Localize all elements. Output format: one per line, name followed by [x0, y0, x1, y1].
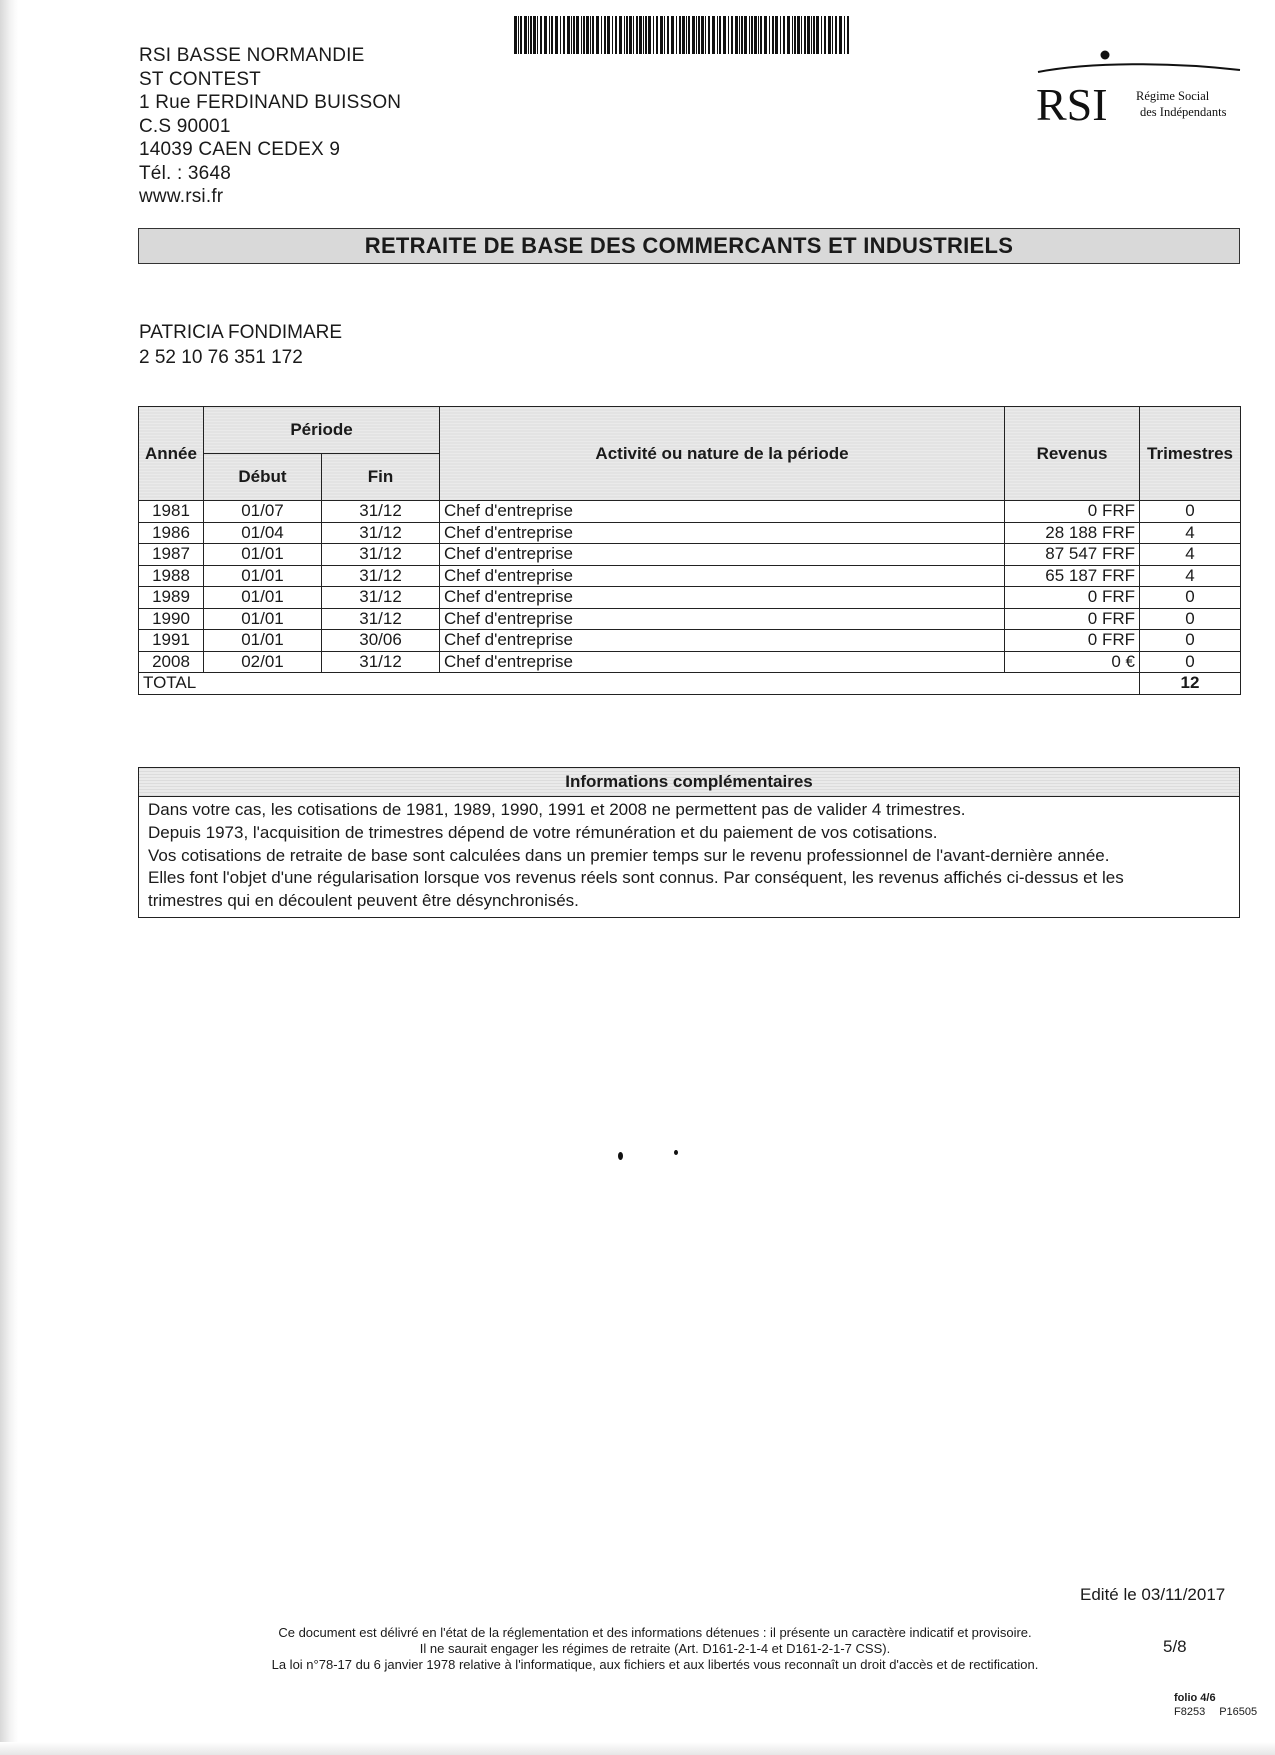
- barcode-bar: [698, 16, 700, 54]
- barcode-bar: [821, 16, 822, 54]
- logo-mark: RSI: [1036, 79, 1108, 130]
- barcode-bar: [682, 16, 685, 54]
- barcode-bar: [832, 16, 833, 54]
- cell-debut: 01/01: [204, 587, 322, 609]
- info-body: [139, 797, 1239, 917]
- barcode-bar: [835, 16, 837, 54]
- sender-address-line: ST CONTEST: [139, 68, 261, 90]
- cell-debut: 01/01: [204, 565, 322, 587]
- barcode-bar: [679, 16, 681, 54]
- footer-line: Ce document est délivré en l'état de la réglementation et des informations détenues : il présente un caractère indicatif et provisoire.: [278, 1625, 1032, 1640]
- barcode-bar: [723, 16, 726, 54]
- barcode-bar: [758, 16, 759, 54]
- barcode-bar: [653, 16, 654, 54]
- cell-revenus: 0 €: [1005, 651, 1140, 673]
- cell-trimestres: 0: [1140, 587, 1241, 609]
- info-box: [138, 767, 1240, 918]
- cell-trimestres: 0: [1140, 501, 1241, 523]
- barcode-bar: [544, 16, 547, 54]
- barcode-bar: [801, 16, 802, 54]
- header-debut: Début: [204, 454, 322, 501]
- cell-fin: 31/12: [322, 522, 440, 544]
- barcode-bar: [739, 16, 740, 54]
- table-row: [139, 630, 1241, 652]
- cell-annee: 1991: [139, 630, 204, 652]
- cell-activite: Chef d'entreprise: [440, 501, 1005, 523]
- barcode-bar: [619, 16, 622, 54]
- barcode-bar: [671, 16, 674, 54]
- barcode-bar: [797, 16, 800, 54]
- cell-activite: Chef d'entreprise: [440, 544, 1005, 566]
- barcode-bar: [686, 16, 687, 54]
- cell-revenus: 0 FRF: [1005, 608, 1140, 630]
- barcode-bar: [573, 16, 575, 54]
- cell-annee: 1990: [139, 608, 204, 630]
- header-fin: Fin: [322, 454, 440, 501]
- info-heading: Informations complémentaires: [139, 768, 1239, 797]
- info-line: Vos cotisations de retraite de base sont calculées dans un premier temps sur le revenu professionnel de l'avant-dernière année.: [148, 845, 1110, 865]
- barcode-bar: [549, 16, 550, 54]
- barcode-bar: [701, 16, 704, 54]
- document-codes: [1174, 1706, 1271, 1718]
- cell-trimestres: 4: [1140, 522, 1241, 544]
- cell-revenus: 0 FRF: [1005, 587, 1140, 609]
- periods-table: [138, 406, 1241, 695]
- barcode-bar: [601, 16, 602, 54]
- barcode-bar: [688, 16, 690, 54]
- barcode: [512, 16, 852, 56]
- cell-fin: 31/12: [322, 587, 440, 609]
- barcode-bar: [540, 16, 542, 54]
- total-row: [139, 673, 1241, 695]
- barcode-bar: [518, 16, 519, 54]
- table-row: [139, 501, 1241, 523]
- header-annee: Année: [139, 407, 204, 501]
- barcode-bar: [760, 16, 762, 54]
- sender-address-line: RSI BASSE NORMANDIE: [139, 45, 365, 66]
- barcode-bar: [792, 16, 793, 54]
- document-title-box: [138, 228, 1240, 264]
- barcode-bar: [667, 16, 669, 54]
- table-row: [139, 608, 1241, 630]
- barcode-bar: [633, 16, 634, 54]
- info-line: Depuis 1973, l'acquisition de trimestres dépend de votre rémunération et du paiement de vos cotisations.: [148, 822, 938, 842]
- cell-revenus: 87 547 FRF: [1005, 544, 1140, 566]
- barcode-bar: [626, 16, 628, 54]
- barcode-bar: [728, 16, 729, 54]
- barcode-bar: [769, 16, 770, 54]
- cell-annee: 1986: [139, 522, 204, 544]
- cell-revenus: 28 188 FRF: [1005, 522, 1140, 544]
- cell-activite: Chef d'entreprise: [440, 565, 1005, 587]
- barcode-bar: [764, 16, 767, 54]
- barcode-bar: [741, 16, 743, 54]
- barcode-bar: [692, 16, 695, 54]
- barcode-bar: [717, 16, 718, 54]
- barcode-bar: [648, 16, 651, 54]
- cell-annee: 1981: [139, 501, 204, 523]
- barcode-bar: [708, 16, 710, 54]
- sender-address-line: C.S 90001: [139, 115, 231, 137]
- person-name: PATRICIA FONDIMARE: [139, 322, 343, 343]
- cell-fin: 31/12: [322, 651, 440, 673]
- cell-trimestres: 0: [1140, 608, 1241, 630]
- total-trimestres: 12: [1140, 673, 1241, 695]
- table-row: [139, 522, 1241, 544]
- barcode-bar: [586, 16, 589, 54]
- barcode-bar: [735, 16, 738, 54]
- barcode-bar: [794, 16, 796, 54]
- barcode-bar: [604, 16, 606, 54]
- barcode-bar: [537, 16, 538, 54]
- barcode-bar: [514, 16, 517, 54]
- barcode-bar: [844, 16, 845, 54]
- barcode-bar: [563, 16, 565, 54]
- edited-date: Edité le 03/11/2017: [1080, 1585, 1226, 1604]
- barcode-bar: [660, 16, 663, 54]
- cell-debut: 01/07: [204, 501, 322, 523]
- header-revenus: Revenus: [1005, 407, 1140, 501]
- cell-activite: Chef d'entreprise: [440, 587, 1005, 609]
- cell-annee: 2008: [139, 651, 204, 673]
- barcode-bar: [664, 16, 665, 54]
- cell-debut: 02/01: [204, 651, 322, 673]
- cell-trimestres: 4: [1140, 565, 1241, 587]
- barcode-bar: [754, 16, 757, 54]
- cell-trimestres: 4: [1140, 544, 1241, 566]
- cell-revenus: 0 FRF: [1005, 501, 1140, 523]
- barcode-bar: [639, 16, 642, 54]
- table-row: [139, 587, 1241, 609]
- cell-annee: 1987: [139, 544, 204, 566]
- barcode-bar: [596, 16, 599, 54]
- barcode-bar: [719, 16, 721, 54]
- barcode-bar: [780, 16, 781, 54]
- code-p: P16505: [1219, 1706, 1258, 1718]
- barcode-bar: [811, 16, 812, 54]
- logo-line2: des Indépendants: [1140, 105, 1227, 119]
- scan-bottom-shadow: [0, 1742, 1275, 1755]
- cell-revenus: 65 187 FRF: [1005, 565, 1140, 587]
- barcode-bar: [581, 16, 582, 54]
- barcode-bar: [847, 16, 849, 54]
- barcode-bar: [775, 16, 778, 54]
- scan-speck: [618, 1152, 623, 1160]
- barcode-bar: [807, 16, 810, 54]
- barcode-bar: [528, 16, 529, 54]
- scan-speck: [674, 1150, 678, 1155]
- barcode-bar: [524, 16, 527, 54]
- logo-line1: Régime Social: [1136, 89, 1210, 103]
- barcode-bar: [676, 16, 677, 54]
- sender-address-line: 1 Rue FERDINAND BUISSON: [139, 92, 402, 113]
- total-label: TOTAL: [139, 673, 1140, 695]
- barcode-bar: [783, 16, 785, 54]
- cell-debut: 01/04: [204, 522, 322, 544]
- barcode-bar: [583, 16, 585, 54]
- barcode-bar: [749, 16, 750, 54]
- barcode-bar: [643, 16, 644, 54]
- cell-fin: 31/12: [322, 544, 440, 566]
- sender-address: [139, 44, 401, 209]
- info-line: Elles font l'objet d'une régularisation lorsque vos revenus réels sont connus. Par conséquent, les revenus affichés ci-dessus et les: [148, 868, 1124, 888]
- footer-line: La loi n°78-17 du 6 janvier 1978 relative à l'informatique, aux fichiers et aux libertés vous reconnaît un droit d'accès et de rectification.: [271, 1657, 1039, 1672]
- person-block: [139, 320, 342, 370]
- barcode-bar: [629, 16, 632, 54]
- cell-annee: 1988: [139, 565, 204, 587]
- table-row: [139, 544, 1241, 566]
- barcode-bar: [712, 16, 715, 54]
- barcode-bar: [787, 16, 790, 54]
- barcode-bar: [824, 16, 826, 54]
- info-line: trimestres qui en découlent peuvent être désynchronisés.: [148, 891, 579, 911]
- footer-line: Il ne saurait engager les régimes de retraite (Art. D161-2-1-4 et D161-2-1-7 CSS).: [419, 1641, 891, 1656]
- barcode-bar: [816, 16, 819, 54]
- barcode-bar: [731, 16, 733, 54]
- barcode-bar: [828, 16, 831, 54]
- barcode-bar: [705, 16, 706, 54]
- legal-footer: [215, 1625, 1095, 1673]
- barcode-bar: [813, 16, 815, 54]
- barcode-bar: [751, 16, 753, 54]
- barcode-bar: [645, 16, 647, 54]
- cell-debut: 01/01: [204, 630, 322, 652]
- barcode-bar: [636, 16, 638, 54]
- cell-fin: 31/12: [322, 565, 440, 587]
- rsi-logo: [1030, 50, 1245, 130]
- cell-debut: 01/01: [204, 608, 322, 630]
- table-row: [139, 651, 1241, 673]
- barcode-bar: [607, 16, 610, 54]
- barcode-bar: [530, 16, 532, 54]
- cell-fin: 30/06: [322, 630, 440, 652]
- code-f: F8253: [1174, 1706, 1206, 1718]
- header-activite: Activité ou nature de la période: [440, 407, 1005, 501]
- sender-address-line: www.rsi.fr: [139, 186, 224, 207]
- cell-fin: 31/12: [322, 501, 440, 523]
- scan-edge-shadow: [0, 0, 18, 1755]
- barcode-bar: [551, 16, 553, 54]
- barcode-bar: [520, 16, 522, 54]
- cell-annee: 1989: [139, 587, 204, 609]
- barcode-bar: [592, 16, 594, 54]
- folio-label: folio 4/6: [1174, 1692, 1216, 1704]
- barcode-bar: [590, 16, 591, 54]
- barcode-bar: [656, 16, 658, 54]
- cell-activite: Chef d'entreprise: [440, 651, 1005, 673]
- cell-trimestres: 0: [1140, 651, 1241, 673]
- barcode-bar: [744, 16, 747, 54]
- person-number: 2 52 10 76 351 172: [139, 347, 303, 368]
- info-line: Dans votre cas, les cotisations de 1981, 1989, 1990, 1991 et 2008 ne permettent pas de valider 4 trimestres.: [148, 800, 966, 819]
- barcode-bar: [615, 16, 617, 54]
- barcode-bar: [571, 16, 572, 54]
- sender-address-line: 14039 CAEN CEDEX 9: [139, 139, 341, 160]
- cell-activite: Chef d'entreprise: [440, 630, 1005, 652]
- cell-activite: Chef d'entreprise: [440, 522, 1005, 544]
- barcode-bar: [560, 16, 561, 54]
- barcode-bar: [612, 16, 613, 54]
- barcode-bar: [624, 16, 625, 54]
- sender-address-line: Tél. : 3648: [139, 162, 231, 184]
- page-number: 5/8: [1163, 1637, 1187, 1656]
- barcode-bar: [567, 16, 570, 54]
- barcode-bar: [696, 16, 697, 54]
- cell-revenus: 0 FRF: [1005, 630, 1140, 652]
- cell-activite: Chef d'entreprise: [440, 608, 1005, 630]
- cell-fin: 31/12: [322, 608, 440, 630]
- barcode-bar: [804, 16, 806, 54]
- barcode-bar: [772, 16, 774, 54]
- barcode-bar: [839, 16, 842, 54]
- barcode-bar: [576, 16, 579, 54]
- barcode-bar: [555, 16, 558, 54]
- header-periode: Période: [204, 407, 440, 454]
- barcode-bar: [533, 16, 536, 54]
- header-trimestres: Trimestres: [1140, 407, 1241, 501]
- cell-trimestres: 0: [1140, 630, 1241, 652]
- document-title: RETRAITE DE BASE DES COMMERCANTS ET INDUSTRIELS: [364, 233, 1014, 258]
- cell-debut: 01/01: [204, 544, 322, 566]
- table-row: [139, 565, 1241, 587]
